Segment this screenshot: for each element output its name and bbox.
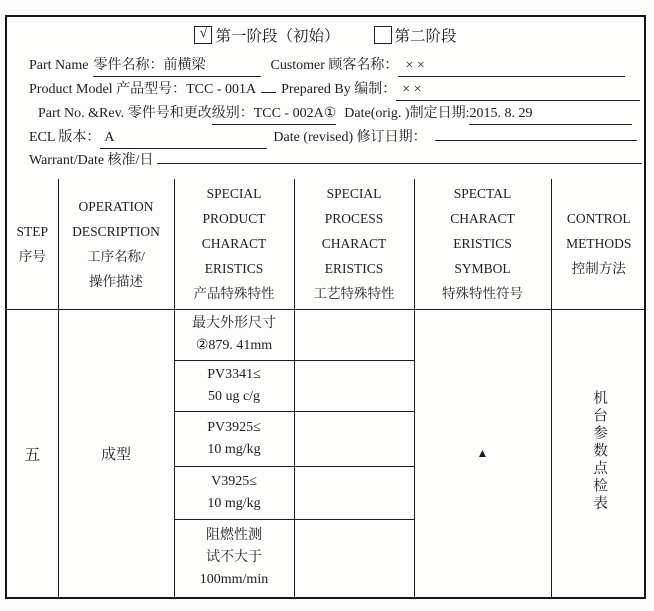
col-header-control-methods: CONTROL METHODS 控制方法 [551,179,646,309]
date-revised-field [435,140,637,141]
ecl-field: A [100,128,267,149]
symbol-cell [414,309,551,597]
part-name-label: Part Name [29,58,89,73]
warrant-label: Warrant/Date 核准/日 [29,153,154,168]
operation-cell: 成型 [58,309,174,597]
product-characteristic-cell: PV3925≤ 10 mg/kg [174,411,294,466]
date-orig-field: 2015. 8. 29 [469,104,632,125]
product-characteristic-cell: 最大外形尺寸 ②879. 41mm [174,309,294,360]
prepared-by-field: × × [396,80,640,101]
control-method-cell [551,309,646,597]
product-model-line [29,80,640,101]
process-characteristic-cell [294,309,414,360]
phase-selection-row [7,24,644,46]
control-plan-table [7,179,646,597]
phase1-label: 第一阶段（初始） [215,28,340,45]
part-no-label: Part No. &Rev. 零件号和更改 [38,106,212,121]
warrant-field [157,163,642,164]
phase2-checkbox [374,26,392,44]
col-header-operation: OPERATION DESCRIPTION 工序名称/ 操作描述 [58,179,174,309]
process-characteristic-cell [294,519,414,597]
table-header-row [7,179,646,309]
customer-label: Customer 顾客名称： [270,58,399,73]
form-border [5,15,646,599]
product-characteristic-cell: V3925≤ 10 mg/kg [174,466,294,519]
col-header-step: STEP 序号 [7,179,58,309]
phase1-checkbox [194,26,212,44]
product-model-label: Product Model 产品型号：TCC - 001A [29,82,257,97]
triangle-icon: ▲ [476,445,489,460]
warrant-line [29,151,642,171]
part-name-line [29,56,625,77]
process-characteristic-cell [294,411,414,466]
control-method-vertical-text: 机台参数点检表 [591,389,608,512]
part-no-line [38,104,632,125]
col-header-process-characteristics: SPECIAL PROCESS CHARACT ERISTICS 工艺特殊特性 [294,179,414,309]
process-characteristic-cell [294,466,414,519]
col-header-characteristics-symbol: SPECTAL CHARACT ERISTICS SYMBOL 特殊特性符号 [414,179,551,309]
date-revised-label: Date (revised) 修订日期： [273,130,427,145]
table-row [7,309,646,360]
step-cell: 五 [7,309,58,597]
prepared-by-label: Prepared By 编制： [281,82,397,97]
phase2-label: 第二阶段 [394,28,457,45]
part-name-field: 零件名称：前横梁 [93,56,261,77]
checkmark-icon: √ [199,26,208,41]
ecl-line [29,128,637,149]
blank-underline [261,92,276,93]
date-orig-label: Date(orig. )制定日期: [344,106,470,121]
col-header-product-characteristics: SPECIAL PRODUCT CHARACT ERISTICS 产品特殊特性 [174,179,294,309]
customer-field: × × [398,56,625,77]
product-characteristic-cell: PV3341≤ 50 ug c/g [174,360,294,411]
process-characteristic-cell [294,360,414,411]
product-characteristic-cell: 阻燃性测 试不大于 100mm/min [174,519,294,597]
part-no-field: 级别：TCC - 002A① [212,104,337,125]
ecl-label: ECL 版本： [29,130,101,145]
